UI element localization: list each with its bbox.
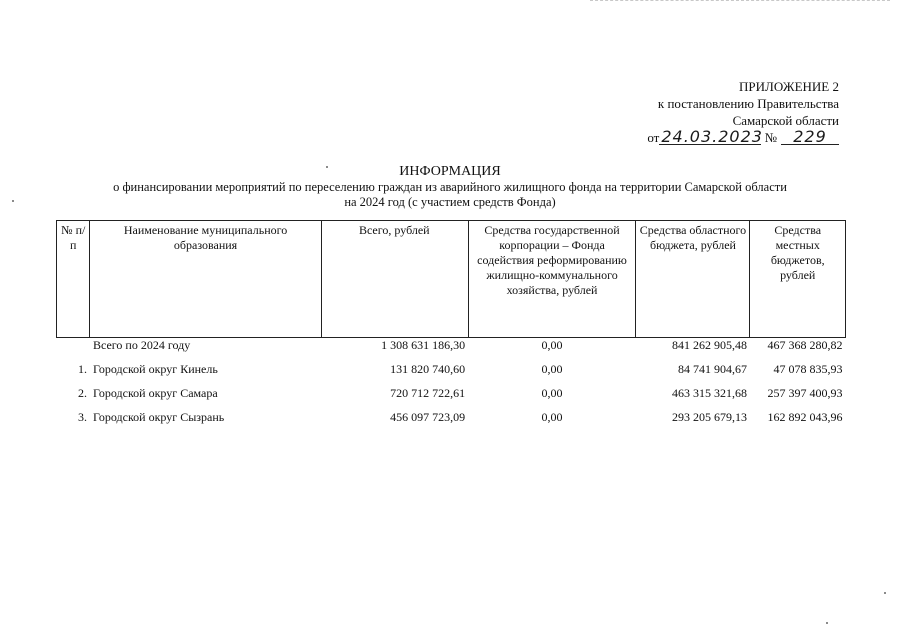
cell-fund: 0,00 [541,386,563,400]
cell-local: 162 892 043,96 [767,410,843,424]
number-label: № [764,130,777,145]
scan-speck [884,592,886,594]
cell-local: 257 397 400,93 [767,386,843,400]
table-row-total [57,338,846,363]
appendix-date-line [647,129,839,146]
document-subtitle-line2: на 2024 год (с участием средств Фонда) [344,195,556,209]
table-header-row [57,221,846,338]
header-total: Всего, рублей [321,221,468,338]
appendix-resolution-line: к постановлению Правительства [657,96,839,111]
cell-municipality: Городской округ Кинель [92,362,218,376]
table-row [57,410,846,434]
cell-index [57,338,90,363]
scan-speck [826,622,828,624]
date-prefix: от [647,130,660,145]
cell-regional: 84 741 904,67 [677,362,747,376]
cell-total: 1 308 631 186,30 [381,338,466,352]
handwritten-date: 24.03.2023 [661,127,763,146]
cell-total: 456 097 723,09 [390,410,466,424]
table-row [57,386,846,410]
appendix-block [647,78,839,146]
appendix-region-line: Самарской области [732,113,839,128]
cell-index: 2. [77,386,87,400]
scan-speck [12,200,14,202]
cell-regional: 293 205 679,13 [671,410,747,424]
cell-fund: 0,00 [541,338,563,352]
financing-table [56,220,846,434]
cell-fund: 0,00 [541,362,563,376]
header-regional-budget: Средства областного бюджета, рублей [636,221,750,338]
header-index: № п/п [57,221,90,338]
appendix-title: ПРИЛОЖЕНИЕ 2 [739,79,839,94]
header-local-budget: Средства местных бюджетов, рублей [750,221,846,338]
cell-regional: 841 262 905,48 [671,338,747,352]
table-row [57,362,846,386]
header-municipality: Наименование муниципального образования [90,221,321,338]
document-subtitle-line1: о финансировании мероприятий по переселению граждан из аварийного жилищного фонда на территории Самарской области [113,180,787,194]
header-fund: Средства государственной корпорации – Фонда содействия реформированию жилищно-коммунального хозяйства, рублей [468,221,636,338]
cell-local: 467 368 280,82 [767,338,843,352]
cell-index: 3. [77,410,87,424]
scan-speck [326,166,328,168]
handwritten-number: 229 [781,129,839,145]
document-title-block [60,164,840,210]
cell-index: 1. [77,362,87,376]
cell-fund: 0,00 [541,410,563,424]
cell-regional: 463 315 321,68 [671,386,747,400]
cell-local: 47 078 835,93 [773,362,843,376]
cell-total: 720 712 722,61 [390,386,466,400]
cell-total: 131 820 740,60 [390,362,466,376]
cell-municipality: Городской округ Сызрань [92,410,225,424]
scan-artifact-line [590,0,890,2]
document-heading: ИНФОРМАЦИЯ [399,164,501,179]
cell-municipality: Городской округ Самара [92,386,218,400]
cell-municipality: Всего по 2024 году [92,338,191,352]
